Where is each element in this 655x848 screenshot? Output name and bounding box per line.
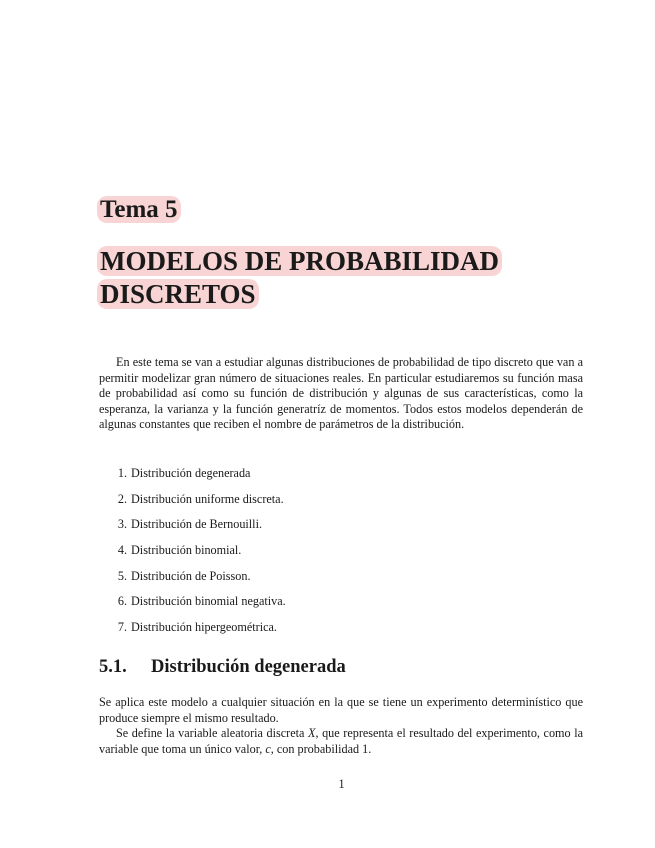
topic-item — [99, 592, 579, 618]
topic-text: Distribución binomial. — [131, 543, 242, 558]
topic-item — [99, 464, 579, 490]
topic-number: 6. — [117, 594, 127, 609]
topic-number: 7. — [117, 620, 127, 635]
math-variable-x: X — [308, 726, 316, 741]
paragraph-text: , que representa el resultado del experimento, como la variable que toma un único valor, — [99, 726, 583, 756]
topic-item — [99, 490, 579, 516]
chapter-title-line1: MODELOS DE PROBABILIDAD — [97, 246, 502, 276]
paragraph-text: Se define la variable aleatoria discreta — [116, 726, 308, 741]
topic-number: 5. — [117, 568, 127, 583]
topic-text: Distribución de Bernouilli. — [131, 517, 262, 532]
page-number: 1 — [338, 777, 345, 791]
topic-text: Distribución de Poisson. — [131, 568, 251, 583]
chapter-title — [97, 245, 567, 311]
section-title: Distribución degenerada — [151, 657, 346, 677]
topic-item — [99, 541, 579, 567]
math-variable-c: c — [265, 741, 271, 756]
paragraph-text: , con probabilidad 1. — [270, 741, 372, 756]
topic-item — [99, 567, 579, 593]
topic-number: 3. — [117, 517, 127, 532]
topic-number: 1. — [117, 466, 127, 480]
section-paragraph-1: Se aplica este modelo a cualquier situación en la que se tiene un experimento determinístico que produce siempre el mismo resultado. — [99, 695, 583, 725]
topic-number: 4. — [117, 543, 127, 558]
topic-list — [99, 464, 579, 644]
topic-item — [99, 618, 579, 644]
topic-item — [99, 515, 579, 541]
section-number: 5.1. — [99, 657, 127, 677]
topic-text: Distribución binomial negativa. — [131, 594, 286, 609]
topic-text: Distribución degenerada — [131, 466, 251, 480]
topic-number: 2. — [117, 491, 127, 506]
section-paragraph-2 — [99, 726, 583, 757]
chapter-label-text: Tema 5 — [97, 196, 181, 223]
chapter-label — [97, 195, 181, 225]
topic-text: Distribución uniforme discreta. — [131, 491, 284, 506]
chapter-title-line2: DISCRETOS — [97, 279, 259, 309]
section-heading — [99, 655, 346, 679]
topic-text: Distribución hipergeométrica. — [131, 620, 277, 635]
section-body — [99, 695, 583, 757]
intro-paragraph: En este tema se van a estudiar algunas distribuciones de probabilidad de tipo discreto que van a permitir modelizar gran número de situaciones reales. En particular estudiaremos su función masa de probabilidad así como su función de distribución y algunas de sus características, como la esperanza, la varianza y la función generatríz de momentos. Todos estos modelos dependerán de algunas constantes que reciben el nombre de parámetros de la distribución. — [99, 355, 583, 432]
